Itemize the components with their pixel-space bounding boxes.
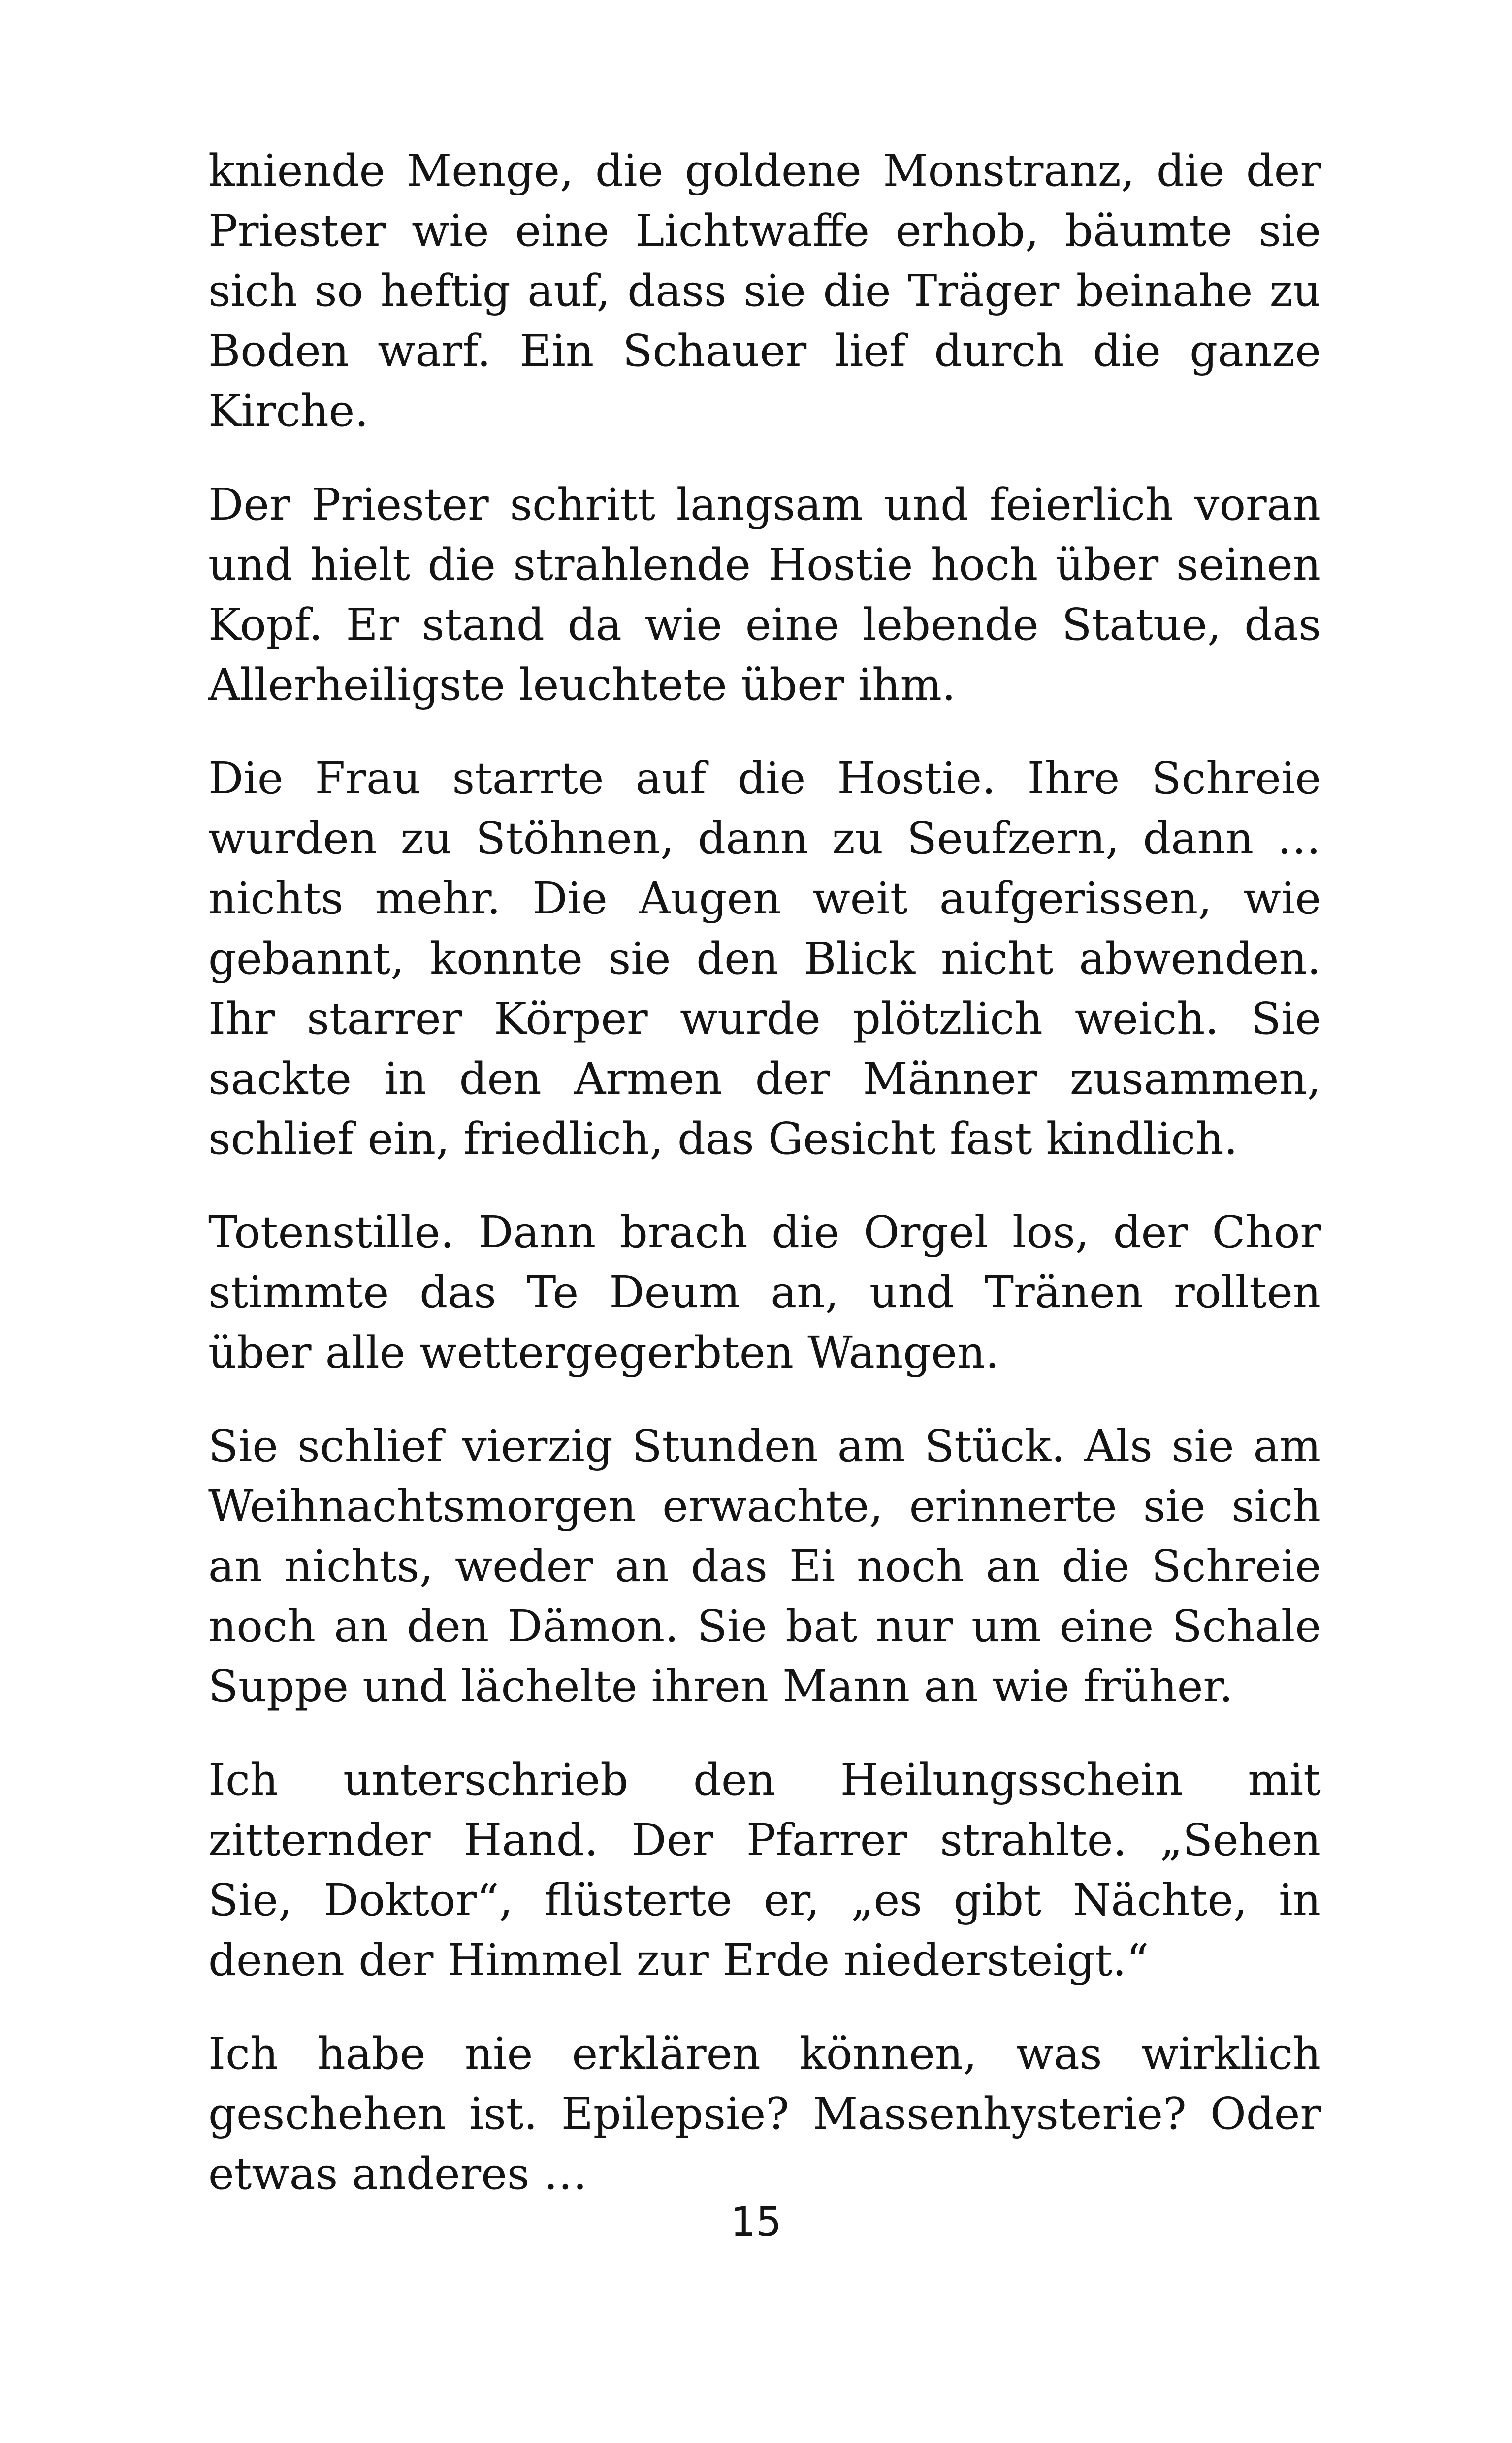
paragraph: Ich habe nie erklären können, was wirklich geschehen ist. Epilepsie? Massenhysterie? Oder etwas anderes …	[208, 2028, 1321, 2199]
page-number: 15	[730, 2199, 782, 2246]
paragraph: Totenstille. Dann brach die Orgel los, der Chor stimmte das Te Deum an, und Tränen rollten über alle wettergegerbten Wangen.	[208, 1206, 1321, 1378]
paragraph: Der Priester schritt langsam und feierlich voran und hielt die strahlende Hostie hoch über seinen Kopf. Er stand da wie eine lebende Statue, das Allerheiligste leuchtete über ihm.	[208, 479, 1321, 710]
paragraph: kniende Menge, die goldene Monstranz, die der Priester wie eine Lichtwaffe erhob, bäumte sie sich so heftig auf, dass sie die Träger beinahe zu Boden warf. Ein Schauer lief durch die ganze Kirche.	[208, 145, 1321, 436]
paragraph: Sie schlief vierzig Stunden am Stück. Als sie am Weihnachtsmorgen erwachte, erinnerte sie sich an nichts, weder an das Ei noch an die Schreie noch an den Dämon. Sie bat nur um eine Schale Suppe und lächelte ihren Mann an wie früher.	[208, 1420, 1321, 1712]
paragraph: Die Frau starrte auf die Hostie. Ihre Schreie wurden zu Stöhnen, dann zu Seufzern, dann … nichts mehr. Die Augen weit aufgerissen, wie gebannt, konnte sie den Blick nicht abwenden. Ihr starrer Körper wurde plötzlich weich. Sie sackte in den Armen der Männer zusammen, schlief ein, friedlich, das Gesicht fast kindlich.	[208, 752, 1321, 1164]
paragraph: Ich unterschrieb den Heilungsschein mit zitternder Hand. Der Pfarrer strahlte. „Sehen Sie, Doktor“, flüsterte er, „es gibt Nächte, in denen der Himmel zur Erde niedersteigt.“	[208, 1754, 1321, 1986]
body-text	[208, 140, 1321, 2204]
